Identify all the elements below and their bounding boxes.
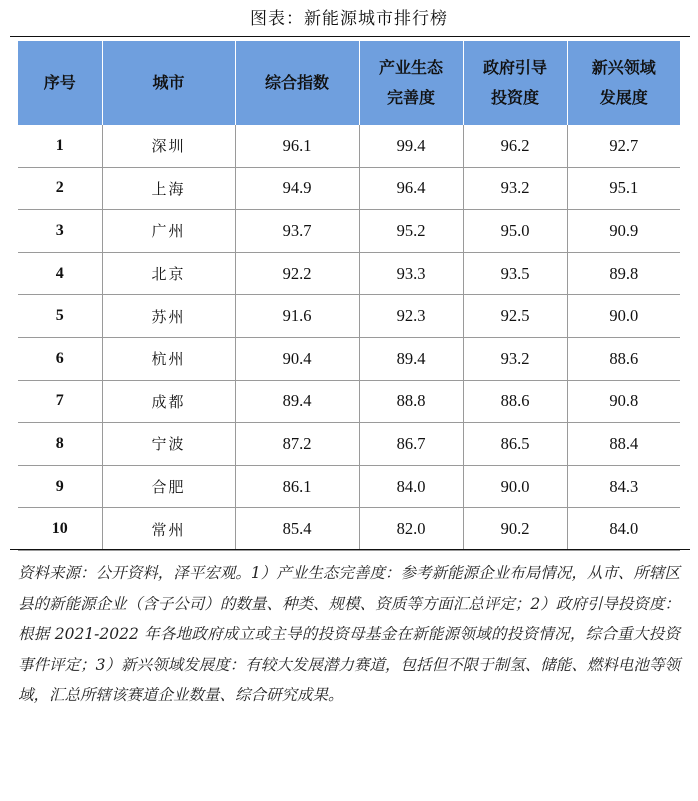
emerging-cell: 84.3: [567, 465, 680, 508]
header-rank: 序号: [18, 41, 102, 125]
city-cell: 合肥: [102, 465, 235, 508]
rank-cell: 7: [18, 380, 102, 423]
eco-cell: 86.7: [359, 423, 463, 466]
eco-cell: 95.2: [359, 210, 463, 253]
table-row: [18, 337, 680, 380]
table-row: [18, 465, 680, 508]
gov-cell: 88.6: [463, 380, 567, 423]
emerging-cell: 84.0: [567, 508, 680, 551]
gov-cell: 90.2: [463, 508, 567, 551]
city-cell: 杭州: [102, 337, 235, 380]
eco-cell: 82.0: [359, 508, 463, 551]
header-composite: 综合指数: [235, 41, 359, 125]
composite-cell: 89.4: [235, 380, 359, 423]
rank-cell: 4: [18, 252, 102, 295]
header-gov: [463, 41, 567, 125]
table-row: [18, 125, 680, 167]
city-cell: 北京: [102, 252, 235, 295]
composite-cell: 91.6: [235, 295, 359, 338]
eco-cell: 84.0: [359, 465, 463, 508]
table-title: 图表：新能源城市排行榜: [250, 9, 448, 29]
composite-cell: 90.4: [235, 337, 359, 380]
eco-cell: 99.4: [359, 125, 463, 167]
city-cell: 上海: [102, 167, 235, 210]
header-gov-line1: 政府引导: [482, 58, 547, 77]
gov-cell: 93.2: [463, 337, 567, 380]
top-rule: [10, 36, 690, 37]
city-cell: 苏州: [102, 295, 235, 338]
emerging-cell: 95.1: [567, 167, 680, 210]
gov-cell: 86.5: [463, 423, 567, 466]
rank-cell: 2: [18, 167, 102, 210]
table-row: [18, 252, 680, 295]
emerging-cell: 90.9: [567, 210, 680, 253]
city-cell: 常州: [102, 508, 235, 551]
emerging-cell: 90.8: [567, 380, 680, 423]
composite-cell: 94.9: [235, 167, 359, 210]
emerging-cell: 92.7: [567, 125, 680, 167]
header-emerging-line2: 发展度: [599, 88, 648, 107]
rank-cell: 10: [18, 508, 102, 551]
city-cell: 宁波: [102, 423, 235, 466]
header-eco: [359, 41, 463, 125]
emerging-cell: 88.6: [567, 337, 680, 380]
table-row: [18, 210, 680, 253]
eco-cell: 88.8: [359, 380, 463, 423]
rank-cell: 9: [18, 465, 102, 508]
header-row: [18, 41, 680, 125]
emerging-cell: 88.4: [567, 423, 680, 466]
gov-cell: 93.2: [463, 167, 567, 210]
eco-cell: 96.4: [359, 167, 463, 210]
source-note: 资料来源：公开资料，泽平宏观。1）产业生态完善度：参考新能源企业布局情况，从市、所辖区县的新能源企业（含子公司）的数量、种类、规模、资质等方面汇总评定；2）政府引导投资度：根据 2021-2022 年各地政府成立或主导的投资母基金在新能源领域的投资情况，综合重大投资事件评定；3）新兴领域发展度：有较大发展潜力赛道，包括但不限于制氢、储能、燃料电池等领域，汇总所辖该赛道企业数量、综合研究成果。: [18, 564, 680, 704]
composite-cell: 85.4: [235, 508, 359, 551]
rank-cell: 6: [18, 337, 102, 380]
emerging-cell: 90.0: [567, 295, 680, 338]
city-cell: 成都: [102, 380, 235, 423]
composite-cell: 92.2: [235, 252, 359, 295]
header-eco-line2: 完善度: [386, 88, 435, 107]
gov-cell: 92.5: [463, 295, 567, 338]
composite-cell: 86.1: [235, 465, 359, 508]
header-emerging-line1: 新兴领域: [591, 58, 656, 77]
gov-cell: 96.2: [463, 125, 567, 167]
emerging-cell: 89.8: [567, 252, 680, 295]
table-row: [18, 508, 680, 551]
header-eco-line1: 产业生态: [378, 58, 443, 77]
rank-cell: 1: [18, 125, 102, 167]
rank-cell: 5: [18, 295, 102, 338]
eco-cell: 89.4: [359, 337, 463, 380]
eco-cell: 93.3: [359, 252, 463, 295]
header-emerging: [567, 41, 680, 125]
city-cell: 深圳: [102, 125, 235, 167]
composite-cell: 93.7: [235, 210, 359, 253]
header-gov-line2: 投资度: [490, 88, 539, 107]
table-row: [18, 423, 680, 466]
gov-cell: 90.0: [463, 465, 567, 508]
composite-cell: 87.2: [235, 423, 359, 466]
bottom-rule: [10, 549, 690, 550]
city-cell: 广州: [102, 210, 235, 253]
gov-cell: 95.0: [463, 210, 567, 253]
table-row: [18, 380, 680, 423]
rank-cell: 8: [18, 423, 102, 466]
city-ranking-table: [18, 41, 680, 551]
composite-cell: 96.1: [235, 125, 359, 167]
table-row: [18, 295, 680, 338]
rank-cell: 3: [18, 210, 102, 253]
gov-cell: 93.5: [463, 252, 567, 295]
header-city: 城市: [102, 41, 235, 125]
eco-cell: 92.3: [359, 295, 463, 338]
table-row: [18, 167, 680, 210]
